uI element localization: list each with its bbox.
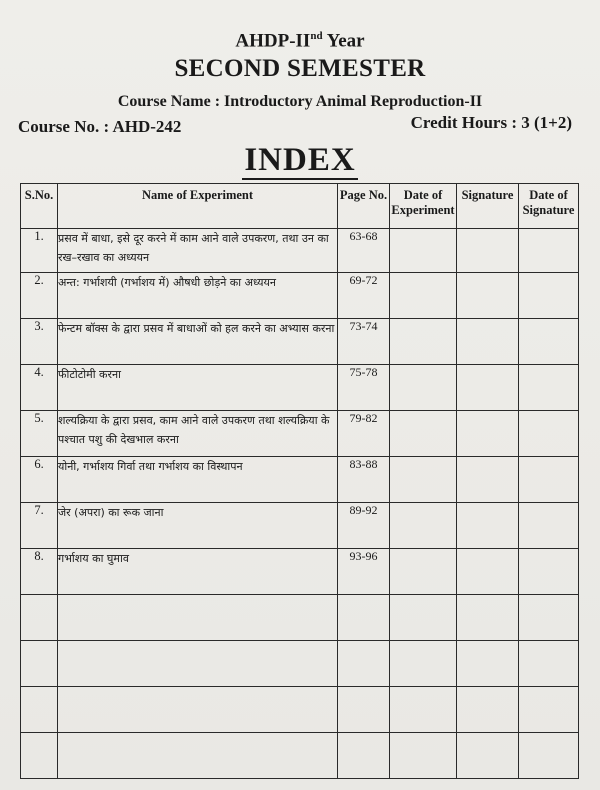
table-row bbox=[21, 457, 579, 503]
index-title bbox=[0, 142, 600, 179]
table-row bbox=[21, 641, 579, 687]
table-row bbox=[21, 549, 579, 595]
cell-date-of-experiment bbox=[390, 503, 457, 549]
cell-signature bbox=[457, 595, 519, 641]
semester-heading: SECOND SEMESTER bbox=[174, 55, 426, 82]
cell-signature bbox=[457, 365, 519, 411]
cell-sno: 4. bbox=[21, 365, 58, 411]
cell-experiment-name: योनी, गर्भाशय गिर्वा तथा गर्भाशय का विस्थापन bbox=[58, 457, 338, 503]
cell-date-of-experiment bbox=[390, 687, 457, 733]
cell-date-of-experiment bbox=[390, 319, 457, 365]
cell-page-no bbox=[338, 687, 390, 733]
index-title-text: INDEX bbox=[244, 142, 356, 178]
cell-date-of-experiment bbox=[390, 411, 457, 457]
cell-date-of-signature bbox=[519, 503, 579, 549]
column-header-date-of-signature: Date of Signature bbox=[519, 184, 579, 229]
course-name: Course Name : Introductory Animal Reproduction-II bbox=[117, 93, 483, 110]
course-number: Course No. : AHD-242 bbox=[18, 117, 182, 136]
cell-signature bbox=[457, 549, 519, 595]
cell-page-no: 93-96 bbox=[338, 549, 390, 595]
cell-sno: 1. bbox=[21, 229, 58, 273]
cell-page-no: 63-68 bbox=[338, 229, 390, 273]
cell-page-no bbox=[338, 733, 390, 779]
cell-date-of-signature bbox=[519, 687, 579, 733]
column-header-page: Page No. bbox=[338, 184, 390, 229]
cell-signature bbox=[457, 411, 519, 457]
cell-page-no: 73-74 bbox=[338, 319, 390, 365]
cell-signature bbox=[457, 687, 519, 733]
table-row bbox=[21, 273, 579, 319]
credit-hours: Credit Hours : 3 (1+2) bbox=[410, 113, 572, 132]
cell-sno: 2. bbox=[21, 273, 58, 319]
table-row bbox=[21, 503, 579, 549]
cell-signature bbox=[457, 229, 519, 273]
column-header-name: Name of Experiment bbox=[58, 184, 338, 229]
cell-sno: 6. bbox=[21, 457, 58, 503]
cell-experiment-name bbox=[58, 733, 338, 779]
cell-sno: 3. bbox=[21, 319, 58, 365]
table-row bbox=[21, 229, 579, 273]
cell-date-of-experiment bbox=[390, 365, 457, 411]
year-heading-superscript: nd bbox=[310, 30, 323, 42]
cell-date-of-experiment bbox=[390, 273, 457, 319]
cell-sno bbox=[21, 687, 58, 733]
cell-date-of-signature bbox=[519, 641, 579, 687]
year-heading bbox=[0, 30, 600, 52]
column-header-date-of-experiment: Date of Experiment bbox=[390, 184, 457, 229]
cell-signature bbox=[457, 733, 519, 779]
cell-signature bbox=[457, 457, 519, 503]
cell-date-of-signature bbox=[519, 549, 579, 595]
cell-sno: 5. bbox=[21, 411, 58, 457]
cell-date-of-signature bbox=[519, 457, 579, 503]
cell-date-of-experiment bbox=[390, 229, 457, 273]
table-row bbox=[21, 733, 579, 779]
table-body bbox=[21, 229, 579, 779]
cell-date-of-experiment bbox=[390, 549, 457, 595]
cell-signature bbox=[457, 641, 519, 687]
cell-date-of-experiment bbox=[390, 641, 457, 687]
cell-page-no bbox=[338, 595, 390, 641]
year-heading-prefix: AHDP-II bbox=[235, 30, 311, 52]
cell-signature bbox=[457, 503, 519, 549]
cell-date-of-signature bbox=[519, 595, 579, 641]
column-header-signature: Signature bbox=[457, 184, 519, 229]
cell-signature bbox=[457, 273, 519, 319]
cell-page-no: 83-88 bbox=[338, 457, 390, 503]
cell-date-of-signature bbox=[519, 365, 579, 411]
cell-page-no: 69-72 bbox=[338, 273, 390, 319]
table-row bbox=[21, 411, 579, 457]
cell-page-no: 89-92 bbox=[338, 503, 390, 549]
cell-page-no: 75-78 bbox=[338, 365, 390, 411]
table-header-row bbox=[21, 184, 579, 229]
cell-experiment-name bbox=[58, 687, 338, 733]
table-row bbox=[21, 687, 579, 733]
table-row bbox=[21, 365, 579, 411]
cell-experiment-name bbox=[58, 595, 338, 641]
cell-page-no: 79-82 bbox=[338, 411, 390, 457]
column-header-sno: S.No. bbox=[21, 184, 58, 229]
cell-date-of-experiment bbox=[390, 595, 457, 641]
cell-date-of-signature bbox=[519, 733, 579, 779]
cell-date-of-experiment bbox=[390, 733, 457, 779]
cell-date-of-signature bbox=[519, 273, 579, 319]
year-heading-suffix: Year bbox=[322, 30, 365, 52]
cell-sno: 8. bbox=[21, 549, 58, 595]
cell-sno bbox=[21, 733, 58, 779]
table-row bbox=[21, 319, 579, 365]
cell-sno bbox=[21, 595, 58, 641]
cell-signature bbox=[457, 319, 519, 365]
cell-experiment-name: फेन्टम बॉक्स के द्वारा प्रसव में बाधाओं को हल करने का अभ्यास करना bbox=[58, 319, 338, 365]
cell-experiment-name: अन्त: गर्भाशयी (गर्भाशय में) औषधी छोड़ने का अध्ययन bbox=[58, 273, 338, 319]
cell-date-of-experiment bbox=[390, 457, 457, 503]
cell-experiment-name: शल्यक्रिया के द्वारा प्रसव, काम आने वाले उपकरण तथा शल्यक्रिया के पश्चात पशु की देखभाल करना bbox=[58, 411, 338, 457]
cell-date-of-signature bbox=[519, 319, 579, 365]
cell-date-of-signature bbox=[519, 411, 579, 457]
cell-experiment-name: फीटोटोमी करना bbox=[58, 365, 338, 411]
cell-sno: 7. bbox=[21, 503, 58, 549]
cell-page-no bbox=[338, 641, 390, 687]
table-row bbox=[21, 595, 579, 641]
cell-experiment-name: जेर (अपरा) का रूक जाना bbox=[58, 503, 338, 549]
cell-date-of-signature bbox=[519, 229, 579, 273]
cell-experiment-name bbox=[58, 641, 338, 687]
cell-experiment-name: गर्भाशय का घुमाव bbox=[58, 549, 338, 595]
cell-sno bbox=[21, 641, 58, 687]
index-table bbox=[20, 183, 579, 779]
cell-experiment-name: प्रसव में बाधा, इसे दूर करने में काम आने वाले उपकरण, तथा उन का रख–रखाव का अध्ययन bbox=[58, 229, 338, 273]
